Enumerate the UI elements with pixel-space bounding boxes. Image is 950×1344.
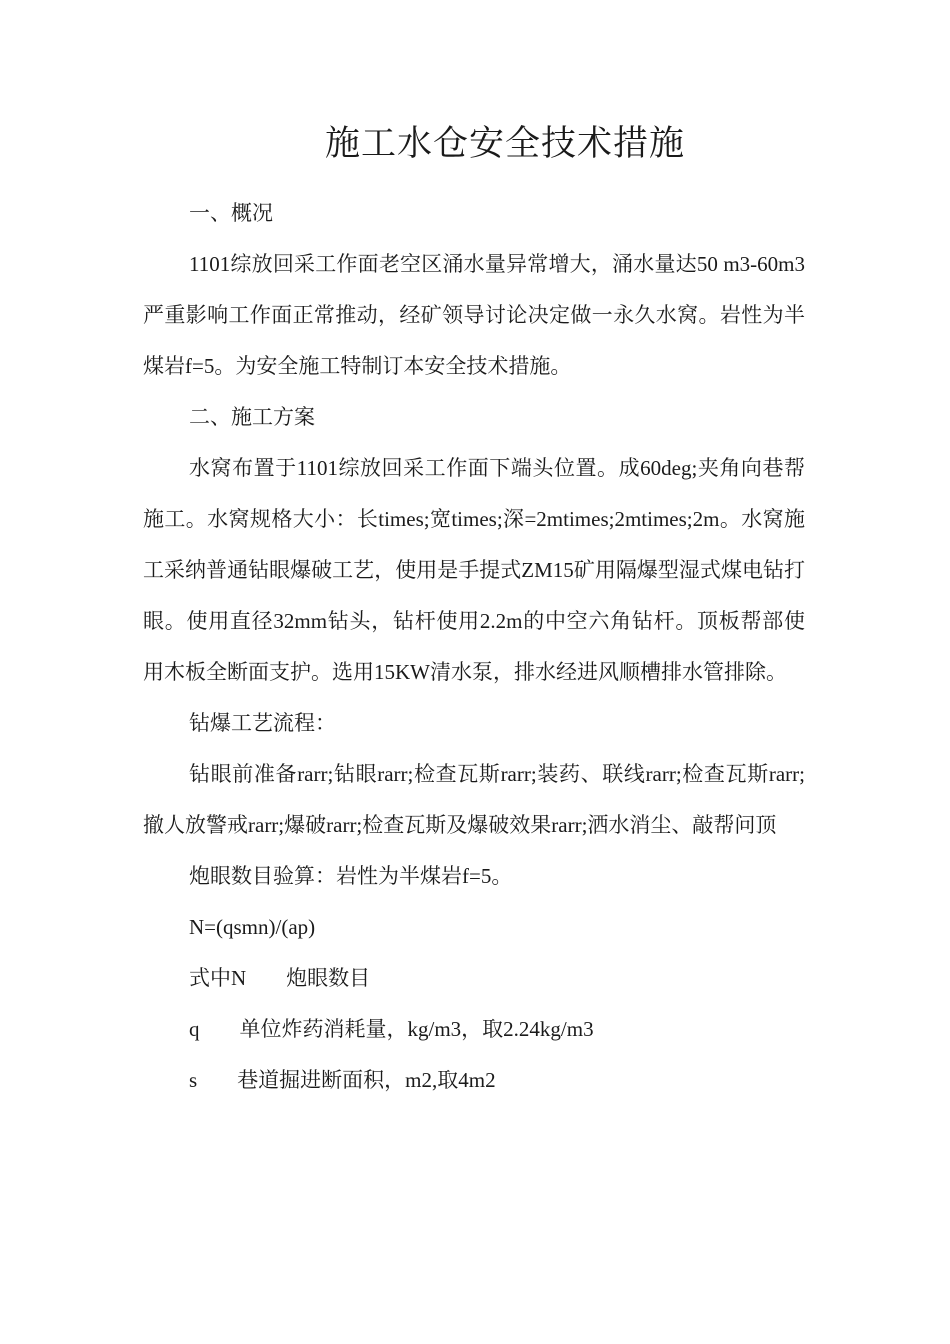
paragraph-plan: 水窝布置于1101综放回采工作面下端头位置。成60deg;夹角向巷帮施工。水窝规格大小：长times;宽times;深=2mtimes;2mtimes;2m。水窝施工采纳普通钻眼爆破工艺，使用是手提式ZM15矿用隔爆型湿式煤电钻打眼。使用直径32mm钻头，钻杆使用2.2m的中空六角钻杆。顶板帮部使用木板全断面支护。选用15KW清水泵，排水经进风顺槽排水管排除。 xyxy=(143,456,805,684)
paragraph-hole-check: 炮眼数目验算：岩性为半煤岩f=5。 xyxy=(189,864,513,888)
definition-symbol: q xyxy=(189,1017,200,1041)
definition-row xyxy=(143,953,805,1004)
document-body xyxy=(143,188,805,1106)
definition-text: 炮眼数目 xyxy=(286,966,371,990)
paragraph-overview: 1101综放回采工作面老空区涌水量异常增大，涌水量达50 m3-60m3严重影响工作面正常推动，经矿领导讨论决定做一永久水窝。岩性为半煤岩f=5。为安全施工特制订本安全技术措施。 xyxy=(143,252,805,378)
section-heading-overview: 一、概况 xyxy=(189,201,273,225)
definition-row xyxy=(143,1004,805,1055)
definition-symbol: 式中N xyxy=(189,966,247,990)
definition-symbol: s xyxy=(189,1068,198,1092)
formula-line: N=(qsmn)/(ap) xyxy=(189,915,316,939)
paragraph-process-flow: 钻眼前准备rarr;钻眼rarr;检查瓦斯rarr;装药、联线rarr;检查瓦斯rarr;撤人放警戒rarr;爆破rarr;检查瓦斯及爆破效果rarr;洒水消尘、敲帮问顶 xyxy=(143,762,805,837)
definition-text: 巷道掘进断面积，m2,取4m2 xyxy=(237,1068,496,1092)
definition-row xyxy=(143,1055,805,1106)
paragraph-process-heading: 钻爆工艺流程： xyxy=(189,711,336,735)
document-title: 施工水仓安全技术措施 xyxy=(324,124,685,163)
section-heading-plan: 二、施工方案 xyxy=(189,405,315,429)
definition-text: 单位炸药消耗量，kg/m3，取2.24kg/m3 xyxy=(239,1017,594,1041)
